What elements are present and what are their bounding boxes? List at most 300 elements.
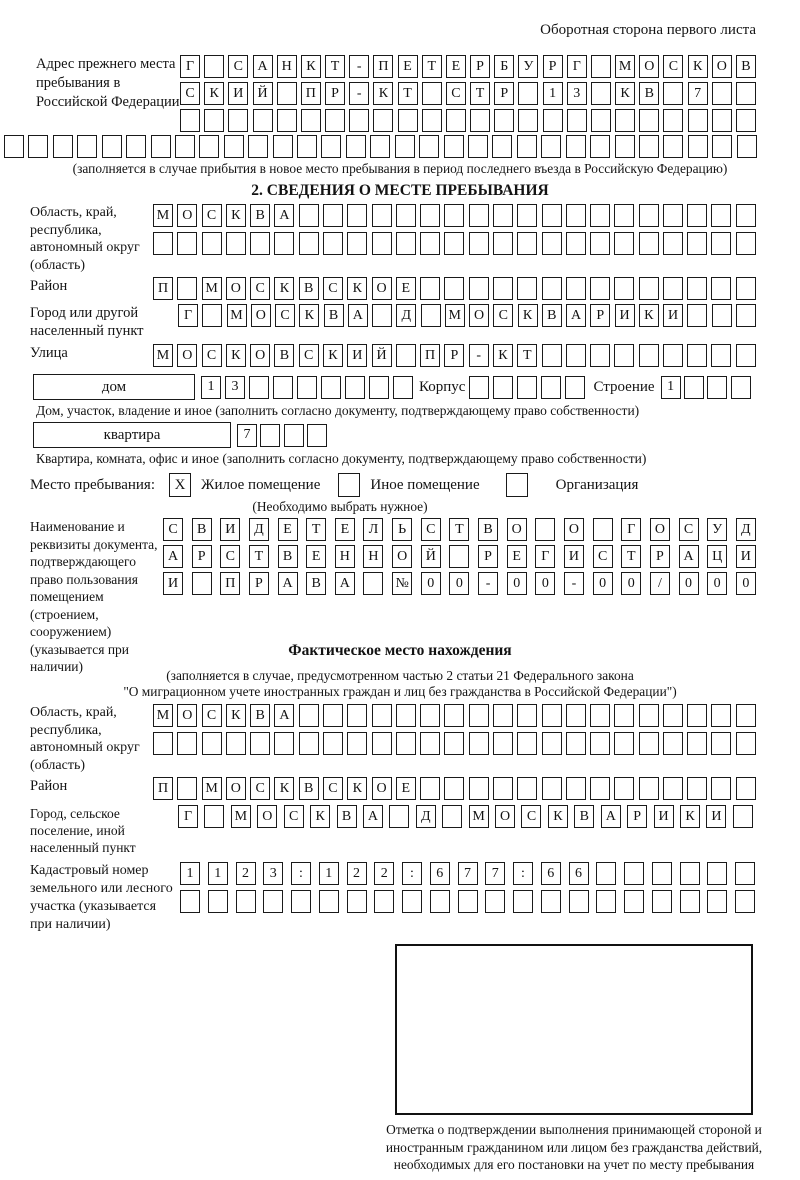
char-cell[interactable]: -	[469, 344, 489, 367]
char-cell[interactable]	[711, 732, 731, 755]
char-cell[interactable]	[177, 277, 197, 300]
char-cell[interactable]: С	[493, 304, 513, 327]
char-cell[interactable]	[542, 277, 562, 300]
char-cell[interactable]: К	[226, 344, 246, 367]
char-cell[interactable]: И	[564, 545, 584, 568]
char-cell[interactable]: О	[372, 277, 392, 300]
char-cell[interactable]	[735, 862, 755, 885]
char-cell[interactable]	[442, 805, 462, 828]
char-cell[interactable]	[736, 732, 756, 755]
char-cell[interactable]: О	[177, 344, 197, 367]
char-cell[interactable]	[566, 204, 586, 227]
char-cell[interactable]	[420, 732, 440, 755]
char-cell[interactable]: А	[335, 572, 355, 595]
char-cell[interactable]	[593, 518, 613, 541]
char-cell[interactable]: К	[301, 55, 321, 78]
char-cell[interactable]	[731, 376, 751, 399]
char-cell[interactable]	[469, 376, 489, 399]
char-cell[interactable]: А	[274, 204, 294, 227]
char-cell[interactable]: Н	[363, 545, 383, 568]
char-cell[interactable]	[420, 204, 440, 227]
char-cell[interactable]	[591, 55, 611, 78]
char-cell[interactable]: С	[521, 805, 541, 828]
char-cell[interactable]	[202, 732, 222, 755]
char-cell[interactable]	[687, 277, 707, 300]
char-cell[interactable]	[248, 135, 268, 158]
char-cell[interactable]	[614, 732, 634, 755]
char-cell[interactable]: К	[518, 304, 538, 327]
char-cell[interactable]	[263, 890, 283, 913]
char-cell[interactable]: Р	[494, 82, 514, 105]
char-cell[interactable]	[347, 232, 367, 255]
char-cell[interactable]	[419, 135, 439, 158]
char-cell[interactable]	[202, 304, 222, 327]
char-cell[interactable]	[687, 777, 707, 800]
char-cell[interactable]: К	[347, 777, 367, 800]
char-cell[interactable]: Ь	[392, 518, 412, 541]
char-cell[interactable]	[663, 704, 683, 727]
char-cell[interactable]	[542, 232, 562, 255]
char-cell[interactable]	[374, 890, 394, 913]
char-cell[interactable]	[590, 704, 610, 727]
char-cell[interactable]	[323, 204, 343, 227]
char-cell[interactable]: С	[299, 344, 319, 367]
char-cell[interactable]	[192, 572, 212, 595]
char-cell[interactable]: О	[177, 704, 197, 727]
char-cell[interactable]	[736, 344, 756, 367]
char-cell[interactable]	[102, 135, 122, 158]
char-cell[interactable]	[542, 732, 562, 755]
char-cell[interactable]	[663, 344, 683, 367]
char-cell[interactable]: Р	[470, 55, 490, 78]
char-cell[interactable]	[736, 704, 756, 727]
char-cell[interactable]: Г	[178, 304, 198, 327]
char-cell[interactable]: А	[363, 805, 383, 828]
char-cell[interactable]	[517, 232, 537, 255]
char-cell[interactable]: М	[227, 304, 247, 327]
char-cell[interactable]	[420, 704, 440, 727]
char-cell[interactable]	[284, 424, 304, 447]
char-cell[interactable]	[372, 232, 392, 255]
char-cell[interactable]	[543, 109, 563, 132]
char-cell[interactable]	[299, 704, 319, 727]
char-cell[interactable]: Т	[517, 344, 537, 367]
char-cell[interactable]: П	[153, 777, 173, 800]
char-cell[interactable]: О	[257, 805, 277, 828]
char-cell[interactable]	[250, 732, 270, 755]
char-cell[interactable]: Г	[621, 518, 641, 541]
char-cell[interactable]	[566, 277, 586, 300]
char-cell[interactable]	[204, 55, 224, 78]
char-cell[interactable]	[299, 232, 319, 255]
char-cell[interactable]	[711, 344, 731, 367]
char-cell[interactable]: Г	[535, 545, 555, 568]
char-cell[interactable]	[299, 732, 319, 755]
char-cell[interactable]	[274, 232, 294, 255]
char-cell[interactable]	[468, 135, 488, 158]
char-cell[interactable]	[28, 135, 48, 158]
char-cell[interactable]	[396, 704, 416, 727]
char-cell[interactable]: А	[348, 304, 368, 327]
char-cell[interactable]: М	[615, 55, 635, 78]
char-cell[interactable]	[363, 572, 383, 595]
char-cell[interactable]	[590, 777, 610, 800]
char-cell[interactable]	[177, 232, 197, 255]
char-cell[interactable]: К	[323, 344, 343, 367]
char-cell[interactable]: 0	[679, 572, 699, 595]
char-cell[interactable]: В	[250, 704, 270, 727]
char-cell[interactable]: П	[220, 572, 240, 595]
char-cell[interactable]	[321, 135, 341, 158]
char-cell[interactable]	[199, 135, 219, 158]
char-cell[interactable]: Р	[650, 545, 670, 568]
char-cell[interactable]	[175, 135, 195, 158]
char-cell[interactable]	[53, 135, 73, 158]
char-cell[interactable]: 0	[535, 572, 555, 595]
char-cell[interactable]: Д	[416, 805, 436, 828]
char-cell[interactable]	[396, 344, 416, 367]
char-cell[interactable]: К	[615, 82, 635, 105]
char-cell[interactable]	[663, 82, 683, 105]
char-cell[interactable]	[687, 704, 707, 727]
char-cell[interactable]: :	[402, 862, 422, 885]
char-cell[interactable]: Т	[249, 545, 269, 568]
char-cell[interactable]: Т	[470, 82, 490, 105]
char-cell[interactable]: В	[736, 55, 756, 78]
char-cell[interactable]	[712, 135, 732, 158]
char-cell[interactable]	[663, 777, 683, 800]
char-cell[interactable]	[590, 277, 610, 300]
char-cell[interactable]: В	[542, 304, 562, 327]
char-cell[interactable]	[226, 232, 246, 255]
char-cell[interactable]: К	[688, 55, 708, 78]
char-cell[interactable]: С	[284, 805, 304, 828]
char-cell[interactable]: Р	[444, 344, 464, 367]
char-cell[interactable]	[372, 732, 392, 755]
char-cell[interactable]	[347, 890, 367, 913]
char-cell[interactable]: Д	[249, 518, 269, 541]
char-cell[interactable]: В	[278, 545, 298, 568]
char-cell[interactable]: О	[372, 777, 392, 800]
char-cell[interactable]	[542, 204, 562, 227]
char-cell[interactable]	[652, 862, 672, 885]
char-cell[interactable]: 1	[543, 82, 563, 105]
char-cell[interactable]	[518, 109, 538, 132]
char-cell[interactable]: В	[299, 777, 319, 800]
char-cell[interactable]: 1	[661, 376, 681, 399]
char-cell[interactable]: О	[650, 518, 670, 541]
char-cell[interactable]	[590, 344, 610, 367]
char-cell[interactable]	[151, 135, 171, 158]
char-cell[interactable]	[493, 232, 513, 255]
char-cell[interactable]	[712, 82, 732, 105]
char-cell[interactable]: 0	[621, 572, 641, 595]
char-cell[interactable]: Б	[494, 55, 514, 78]
char-cell[interactable]	[372, 304, 392, 327]
char-cell[interactable]: С	[202, 204, 222, 227]
char-cell[interactable]	[591, 109, 611, 132]
char-cell[interactable]	[736, 109, 756, 132]
char-cell[interactable]	[684, 376, 704, 399]
char-cell[interactable]	[493, 376, 513, 399]
char-cell[interactable]: Д	[396, 304, 416, 327]
char-cell[interactable]: О	[251, 304, 271, 327]
char-cell[interactable]	[253, 109, 273, 132]
char-cell[interactable]	[323, 732, 343, 755]
char-cell[interactable]	[180, 109, 200, 132]
char-cell[interactable]	[615, 109, 635, 132]
char-cell[interactable]: /	[650, 572, 670, 595]
char-cell[interactable]	[687, 732, 707, 755]
char-cell[interactable]	[347, 732, 367, 755]
char-cell[interactable]	[652, 890, 672, 913]
char-cell[interactable]	[596, 890, 616, 913]
char-cell[interactable]: 1	[319, 862, 339, 885]
char-cell[interactable]	[566, 777, 586, 800]
char-cell[interactable]: С	[228, 55, 248, 78]
char-cell[interactable]	[469, 704, 489, 727]
char-cell[interactable]: К	[226, 704, 246, 727]
char-cell[interactable]: М	[202, 777, 222, 800]
char-cell[interactable]: 7	[485, 862, 505, 885]
char-cell[interactable]	[596, 862, 616, 885]
char-cell[interactable]	[517, 777, 537, 800]
char-cell[interactable]	[398, 109, 418, 132]
char-cell[interactable]: К	[347, 277, 367, 300]
char-cell[interactable]: 1	[180, 862, 200, 885]
char-cell[interactable]	[236, 890, 256, 913]
char-cell[interactable]	[301, 109, 321, 132]
char-cell[interactable]	[711, 232, 731, 255]
char-cell[interactable]	[687, 304, 707, 327]
char-cell[interactable]	[663, 277, 683, 300]
char-cell[interactable]	[469, 204, 489, 227]
char-cell[interactable]	[736, 277, 756, 300]
char-cell[interactable]: 0	[593, 572, 613, 595]
char-cell[interactable]	[614, 232, 634, 255]
char-cell[interactable]	[542, 777, 562, 800]
char-cell[interactable]	[614, 204, 634, 227]
char-cell[interactable]: :	[291, 862, 311, 885]
char-cell[interactable]: 2	[236, 862, 256, 885]
char-cell[interactable]: С	[275, 304, 295, 327]
char-cell[interactable]: 2	[347, 862, 367, 885]
char-cell[interactable]	[469, 732, 489, 755]
char-cell[interactable]	[180, 890, 200, 913]
char-cell[interactable]	[393, 376, 413, 399]
char-cell[interactable]	[518, 82, 538, 105]
char-cell[interactable]: И	[706, 805, 726, 828]
char-cell[interactable]: Е	[396, 777, 416, 800]
char-cell[interactable]	[517, 732, 537, 755]
char-cell[interactable]	[663, 232, 683, 255]
char-cell[interactable]: С	[421, 518, 441, 541]
char-cell[interactable]: Й	[253, 82, 273, 105]
char-cell[interactable]: :	[513, 862, 533, 885]
char-cell[interactable]: 0	[421, 572, 441, 595]
char-cell[interactable]	[446, 109, 466, 132]
char-cell[interactable]: Л	[363, 518, 383, 541]
char-cell[interactable]: А	[566, 304, 586, 327]
char-cell[interactable]: С	[220, 545, 240, 568]
char-cell[interactable]	[323, 704, 343, 727]
char-cell[interactable]	[228, 109, 248, 132]
char-cell[interactable]: И	[163, 572, 183, 595]
char-cell[interactable]	[444, 277, 464, 300]
char-cell[interactable]: -	[564, 572, 584, 595]
char-cell[interactable]: В	[306, 572, 326, 595]
char-cell[interactable]	[707, 376, 727, 399]
char-cell[interactable]: М	[202, 277, 222, 300]
char-cell[interactable]: М	[469, 805, 489, 828]
char-cell[interactable]	[639, 704, 659, 727]
char-cell[interactable]: П	[420, 344, 440, 367]
char-cell[interactable]	[372, 704, 392, 727]
char-cell[interactable]	[541, 376, 561, 399]
char-cell[interactable]: Р	[478, 545, 498, 568]
char-cell[interactable]	[299, 204, 319, 227]
char-cell[interactable]	[153, 732, 173, 755]
char-cell[interactable]	[733, 805, 753, 828]
char-cell[interactable]	[687, 232, 707, 255]
char-cell[interactable]	[736, 204, 756, 227]
char-cell[interactable]	[735, 890, 755, 913]
char-cell[interactable]	[469, 277, 489, 300]
char-cell[interactable]: №	[392, 572, 412, 595]
char-cell[interactable]	[535, 518, 555, 541]
char-cell[interactable]: С	[180, 82, 200, 105]
char-cell[interactable]: 3	[225, 376, 245, 399]
char-cell[interactable]	[639, 232, 659, 255]
char-cell[interactable]: 7	[688, 82, 708, 105]
char-cell[interactable]: С	[323, 277, 343, 300]
char-cell[interactable]	[347, 204, 367, 227]
char-cell[interactable]: С	[250, 277, 270, 300]
char-cell[interactable]	[663, 135, 683, 158]
char-cell[interactable]: А	[601, 805, 621, 828]
char-cell[interactable]	[517, 135, 537, 158]
char-cell[interactable]	[639, 204, 659, 227]
char-cell[interactable]	[430, 890, 450, 913]
char-cell[interactable]: О	[639, 55, 659, 78]
char-cell[interactable]	[345, 376, 365, 399]
char-cell[interactable]	[470, 109, 490, 132]
char-cell[interactable]	[346, 135, 366, 158]
char-cell[interactable]	[569, 890, 589, 913]
char-cell[interactable]	[325, 109, 345, 132]
char-cell[interactable]	[224, 135, 244, 158]
char-cell[interactable]: И	[615, 304, 635, 327]
char-cell[interactable]	[711, 204, 731, 227]
char-cell[interactable]	[711, 777, 731, 800]
char-cell[interactable]: С	[202, 344, 222, 367]
char-cell[interactable]	[711, 704, 731, 727]
char-cell[interactable]	[566, 704, 586, 727]
char-cell[interactable]: Е	[278, 518, 298, 541]
char-cell[interactable]	[707, 862, 727, 885]
char-cell[interactable]	[396, 204, 416, 227]
char-cell[interactable]	[444, 232, 464, 255]
char-cell[interactable]: -	[349, 55, 369, 78]
char-cell[interactable]	[736, 304, 756, 327]
char-cell[interactable]: И	[347, 344, 367, 367]
char-cell[interactable]	[444, 777, 464, 800]
char-cell[interactable]	[449, 545, 469, 568]
char-cell[interactable]: В	[337, 805, 357, 828]
char-cell[interactable]: К	[680, 805, 700, 828]
char-cell[interactable]: С	[202, 704, 222, 727]
char-cell[interactable]: 0	[507, 572, 527, 595]
char-cell[interactable]	[494, 109, 514, 132]
char-cell[interactable]	[274, 732, 294, 755]
char-cell[interactable]	[370, 135, 390, 158]
char-cell[interactable]	[307, 424, 327, 447]
char-cell[interactable]	[469, 232, 489, 255]
char-cell[interactable]	[422, 109, 442, 132]
char-cell[interactable]	[4, 135, 24, 158]
char-cell[interactable]	[711, 277, 731, 300]
char-cell[interactable]	[273, 135, 293, 158]
char-cell[interactable]	[614, 704, 634, 727]
char-cell[interactable]: М	[153, 704, 173, 727]
char-cell[interactable]: 6	[569, 862, 589, 885]
char-cell[interactable]	[737, 135, 757, 158]
char-cell[interactable]: А	[253, 55, 273, 78]
char-cell[interactable]	[444, 135, 464, 158]
char-cell[interactable]	[493, 277, 513, 300]
char-cell[interactable]	[736, 82, 756, 105]
char-cell[interactable]	[517, 204, 537, 227]
char-cell[interactable]: С	[163, 518, 183, 541]
char-cell[interactable]	[297, 135, 317, 158]
char-cell[interactable]	[590, 204, 610, 227]
char-cell[interactable]: Е	[396, 277, 416, 300]
char-cell[interactable]	[493, 777, 513, 800]
char-cell[interactable]: Р	[543, 55, 563, 78]
char-cell[interactable]: О	[564, 518, 584, 541]
char-cell[interactable]: В	[192, 518, 212, 541]
apartment-type-box[interactable]: квартира	[33, 422, 231, 448]
char-cell[interactable]: М	[153, 204, 173, 227]
char-cell[interactable]	[153, 232, 173, 255]
char-cell[interactable]	[396, 732, 416, 755]
char-cell[interactable]	[615, 135, 635, 158]
char-cell[interactable]	[565, 376, 585, 399]
char-cell[interactable]: 7	[458, 862, 478, 885]
char-cell[interactable]: 0	[736, 572, 756, 595]
char-cell[interactable]	[204, 109, 224, 132]
char-cell[interactable]: К	[310, 805, 330, 828]
char-cell[interactable]	[712, 304, 732, 327]
char-cell[interactable]: В	[324, 304, 344, 327]
char-cell[interactable]: 7	[237, 424, 257, 447]
char-cell[interactable]	[492, 135, 512, 158]
char-cell[interactable]	[663, 732, 683, 755]
char-cell[interactable]	[639, 109, 659, 132]
char-cell[interactable]: К	[226, 204, 246, 227]
char-cell[interactable]	[421, 304, 441, 327]
char-cell[interactable]: И	[663, 304, 683, 327]
char-cell[interactable]	[687, 344, 707, 367]
char-cell[interactable]: Г	[180, 55, 200, 78]
char-cell[interactable]: Р	[590, 304, 610, 327]
char-cell[interactable]: В	[574, 805, 594, 828]
char-cell[interactable]	[688, 135, 708, 158]
char-cell[interactable]: Ц	[707, 545, 727, 568]
char-cell[interactable]	[639, 344, 659, 367]
char-cell[interactable]	[566, 135, 586, 158]
char-cell[interactable]: Г	[178, 805, 198, 828]
